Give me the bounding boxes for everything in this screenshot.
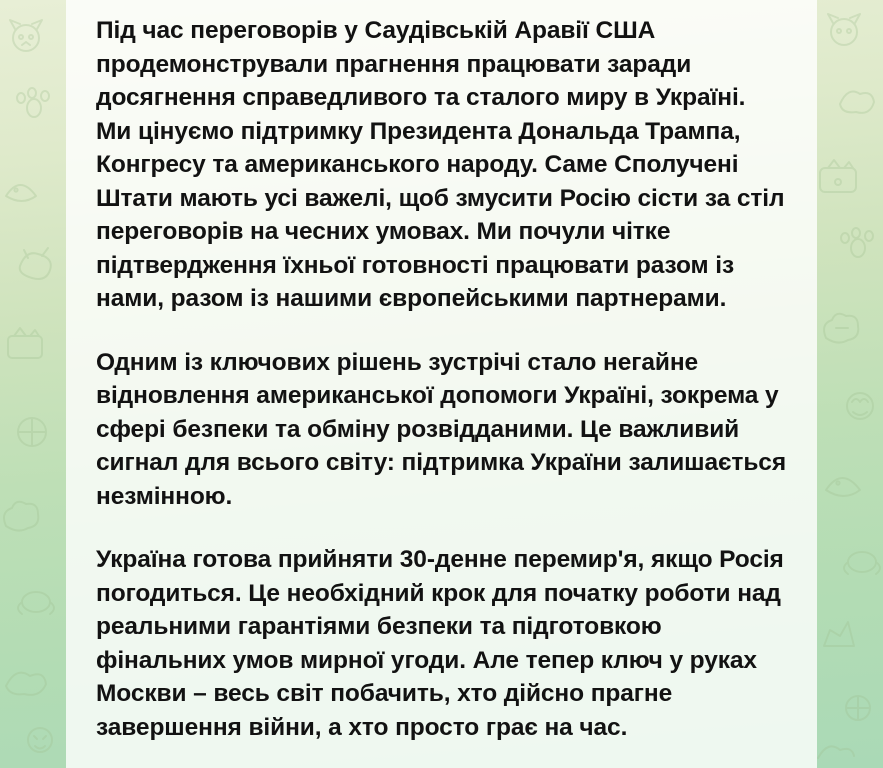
paragraph-2: Одним із ключових рішень зустрічі стало негайне відновлення американської допомоги Україні, зокрема у сфері безпеки та обміну розвідданими. Це важливий сигнал для всього світу: підтримка України залишається незмінною.	[96, 348, 787, 510]
paragraph-1: Під час переговорів у Саудівській Аравії США продемонстрували прагнення працювати заради досягнення справедливого та сталого миру в Україні. Ми цінуємо підтримку Президента Дональда Трампа, Конгресу та американського народу. Саме Сполучені Штати мають усі важелі, щоб змусити Росію сісти за стіл переговорів на чесних умовах. Ми почули чітке підтвердження їхньої готовності працювати разом із нами, разом із нашими європейськими партнерами.	[96, 17, 785, 312]
message-text-block	[66, 0, 817, 744]
paragraph-3: Україна готова прийняти 30-денне перемир'я, якщо Росія погодиться. Це необхідний крок для початку роботи над реальними гарантіями безпеки та підготовкою фінальних умов мирної угоди. Але тепер ключ у руках Москви – весь світ побачить, хто дійсно прагне завершення війни, а хто просто грає на час.	[96, 546, 784, 741]
message-card	[66, 0, 817, 768]
